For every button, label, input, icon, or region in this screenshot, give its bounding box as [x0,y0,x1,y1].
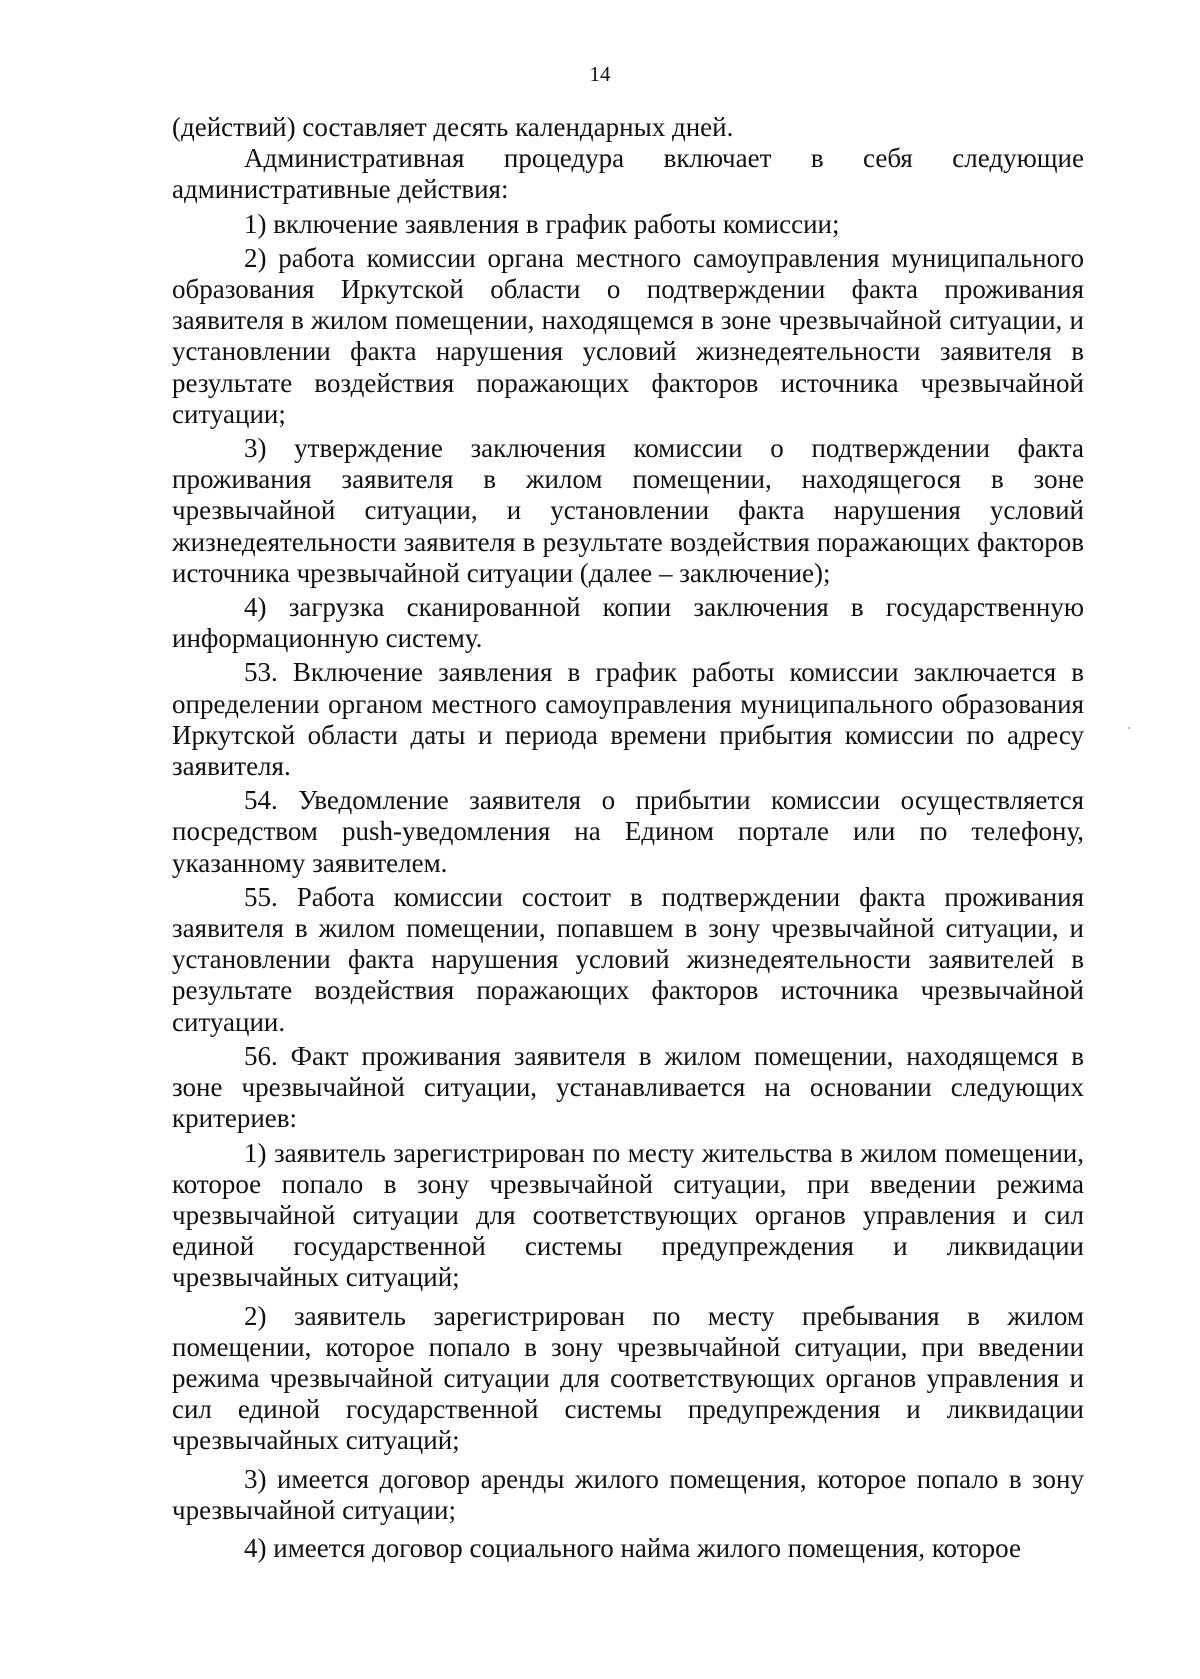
criterion-item-2: 2) заявитель зарегистрирован по месту пребывания в жилом помещении, которое попало в зону чрезвычайной ситуации, при введении режима чрезвычайной ситуации для соответствующих органов управления и сил единой государственной системы предупреждения и ликвидации чрезвычайных ситуаций; [172,1300,1084,1456]
document-body [172,112,1084,1564]
page-number: 14 [589,62,611,86]
paragraph-56: 56. Факт проживания заявителя в жилом помещении, находящемся в зоне чрезвычайной ситуации, устанавливается на основании следующих критериев: [172,1040,1084,1134]
criterion-item-3: 3) имеется договор аренды жилого помещения, которое попало в зону чрезвычайной ситуации; [172,1463,1084,1525]
scan-speck [1128,727,1130,729]
paragraph-continuation: (действий) составляет десять календарных дней. [172,112,734,142]
paragraph-54: 54. Уведомление заявителя о прибытии комиссии осуществляется посредством push-уведомления на Едином портале или по телефону, указанному заявителем. [172,785,1084,878]
list-item-1: 1) включение заявления в график работы комиссии; [244,208,840,239]
list-item-4: 4) загрузка сканированной копии заключения в государственную информационную систему. [172,592,1084,654]
paragraph-55: 55. Работа комиссии состоит в подтверждении факта проживания заявителя в жилом помещении, попавшем в зону чрезвычайной ситуации, и установлении факта нарушения условий жизнедеятельности заявителей в результате воздействия поражающих факторов источника чрезвычайной ситуации. [172,881,1084,1037]
paragraph-53: 53. Включение заявления в график работы комиссии заключается в определении органом местного самоуправления муниципального образования Иркутской области даты и периода времени прибытия комиссии по адресу заявителя. [172,657,1084,782]
paragraph-procedure-intro: Административная процедура включает в себя следующие административные действия: [172,143,1084,205]
criterion-item-1: 1) заявитель зарегистрирован по месту жительства в жилом помещении, которое попало в зону чрезвычайной ситуации, при введении режима чрезвычайной ситуации для соответствующих органов управления и сил единой государственной системы предупреждения и ликвидации чрезвычайных ситуаций; [172,1137,1084,1293]
list-item-2: 2) работа комиссии органа местного самоуправления муниципального образования Иркутской области о подтверждении факта проживания заявителя в жилом помещении, находящемся в зоне чрезвычайной ситуации, и установлении факта нарушения условий жизнедеятельности заявителя в результате воздействия поражающих факторов источника чрезвычайной ситуации; [172,242,1084,429]
criterion-item-4: 4) имеется договор социального найма жилого помещения, которое [244,1532,1021,1563]
list-item-3: 3) утверждение заключения комиссии о подтверждении факта проживания заявителя в жилом помещении, находящегося в зоне чрезвычайной ситуации, и установлении факта нарушения условий жизнедеятельности заявителя в результате воздействия поражающих факторов источника чрезвычайной ситуации (далее – заключение); [172,433,1084,588]
